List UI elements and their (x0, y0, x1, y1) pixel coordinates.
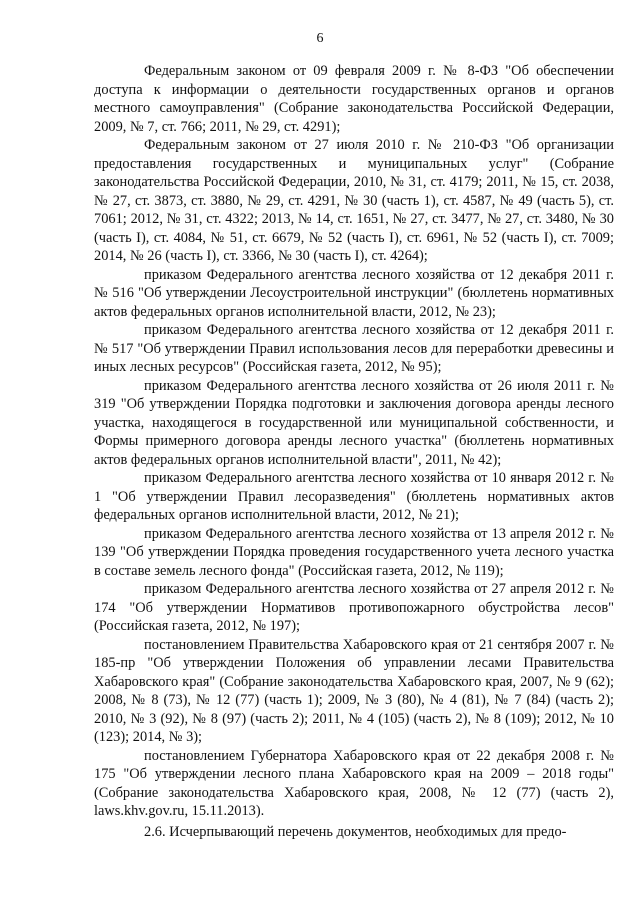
paragraph-order-174: приказом Федерального агентства лесного хозяйства от 27 апреля 2012 г. № 174 "Об утверждении Нормативов противопожарного обустройства лесов" (Российская газета, 2012, № 197); (94, 581, 614, 634)
paragraph-resolution-185pr: постановлением Правительства Хабаровского края от 21 сентября 2007 г. № 185-пр "Об утверждении Положения об управлении лесами Правительства Хабаровского края" (Собрание законодательства Хабаровского края, 2007, № 9 (62); 2008, № 8 (73), № 12 (77) (часть 1); 2009, № 3 (80), № 4 (81), № 7 (84) (часть 2); 2010, № 3 (92), № 8 (97) (часть 2); 2011, № 4 (105) (часть 2), № 8 (109); 2012, № 10 (123); 2014, № 3); (94, 636, 614, 745)
paragraph-section-2-6: 2.6. Исчерпывающий перечень документов, необходимых для предо- (144, 823, 567, 840)
paragraph-federal-law-210fz: Федеральным законом от 27 июля 2010 г. № 210-ФЗ "Об организации предоставления государственных и муниципальных услуг" (Собрание законодательства Российской Федерации, 2010, № 31, ст. 4179; 2011, № 15, ст. 2038, № 27, ст. 3873, ст. 3880, № 29, ст. 4291, № 30 (часть 1), ст. 4587, № 49 (часть 5), ст. 7061; 2012, № 31, ст. 4322; 2013, № 14, ст. 1651, № 27, ст. 3477, № 27, ст. 3480, № 30 (часть I), ст. 4084, № 51, ст. 6679, № 52 (часть I), ст. 6961, № 52 (часть I), ст. 7009; 2014, № 26 (часть I), ст. 3366, № 30 (часть I), ст. 4264); (94, 137, 614, 264)
paragraph-order-319: приказом Федерального агентства лесного хозяйства от 26 июля 2011 г. № 319 "Об утверждении Порядка подготовки и заключения договора аренды лесного участка, находящегося в государственной или муниципальной собственности, и Формы примерного договора аренды лесного участка" (бюллетень нормативных актов федеральных органов исполнительной власти", 2011, № 42); (94, 377, 614, 468)
paragraph-resolution-175: постановлением Губернатора Хабаровского края от 22 декабря 2008 г. № 175 "Об утверждении лесного плана Хабаровского края на 2009 – 2018 годы" (Собрание законодательства Хабаровского края, 2008, № 12 (77) (часть 2), laws.khv.gov.ru, 15.11.2013). (94, 747, 614, 819)
page-number: 6 (316, 31, 324, 46)
paragraph-federal-law-8fz: Федеральным законом от 09 февраля 2009 г. № 8-ФЗ "Об обеспечении доступа к информации о деятельности государственных органов и органов местного самоуправления" (Собрание законодательства Российской Федерации, 2009, № 7, ст. 766; 2011, № 29, ст. 4291); (94, 63, 614, 135)
paragraph-order-517: приказом Федерального агентства лесного хозяйства от 12 декабря 2011 г. № 517 "Об утверждении Правил использования лесов для переработки древесины и иных лесных ресурсов" (Российская газета, 2012, № 95); (94, 322, 614, 375)
document-body (94, 62, 614, 841)
paragraph-order-1: приказом Федерального агентства лесного хозяйства от 10 января 2012 г. № 1 "Об утверждении Правил лесоразведения" (бюллетень нормативных актов федеральных органов исполнительной власти, 2012, № 21); (94, 470, 614, 523)
paragraph-order-139: приказом Федерального агентства лесного хозяйства от 13 апреля 2012 г. № 139 "Об утверждении Порядка проведения государственного учета лесного участка в составе земель лесного фонда" (Российская газета, 2012, № 119); (94, 525, 614, 579)
paragraph-order-516: приказом Федерального агентства лесного хозяйства от 12 декабря 2011 г. № 516 "Об утверждении Лесоустроительной инструкции" (бюллетень нормативных актов федеральных органов исполнительной власти, 2012, № 23); (94, 266, 614, 320)
